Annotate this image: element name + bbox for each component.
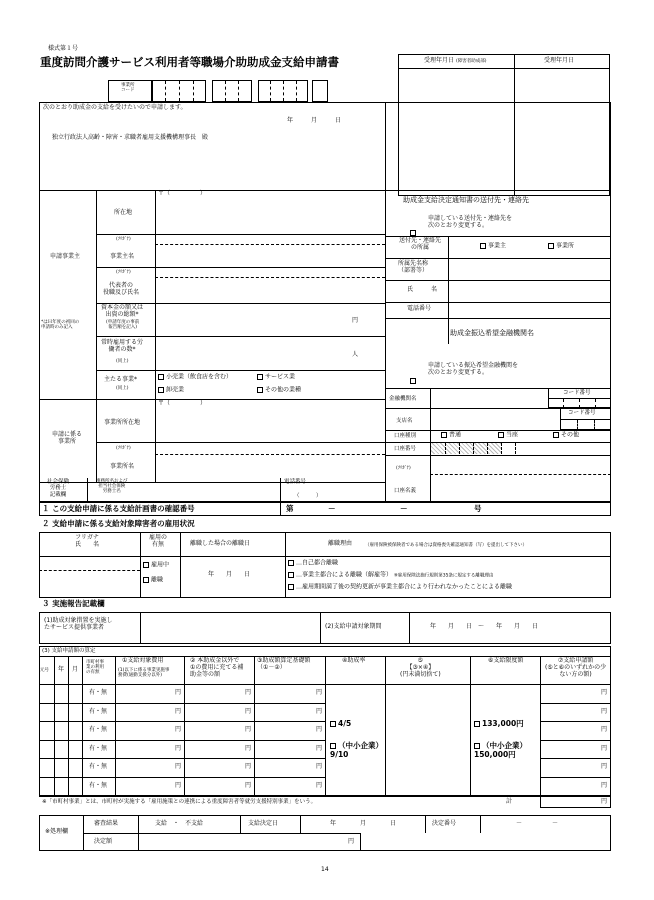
holder-label: 口座名義	[394, 488, 417, 494]
acct-type-label: 口座種別	[394, 433, 417, 439]
industry-wholesale[interactable]: 卸売業	[158, 387, 184, 394]
muni-usage[interactable]: 有・無	[89, 708, 108, 715]
request-date[interactable]: 年 月 日	[287, 117, 342, 124]
base-yen[interactable]: 円	[316, 708, 323, 715]
review-value[interactable]: 支給 ・ 不支給	[155, 820, 204, 827]
rep-label: 代表者の 役職及び氏名	[103, 282, 140, 296]
capital-note: (申請年度の事前 報告額を記入)	[106, 320, 140, 331]
notice-dest-label: 送付先・連絡先 の所属	[399, 237, 442, 251]
applicant-furigana-1: (ﾌﾘｶﾞﾅ)	[116, 237, 131, 242]
addressee: 独立行政法人高齢・障害・求職者雇用支援機構理事長 殿	[52, 134, 209, 141]
decision-no-label: 決定番号	[432, 820, 457, 827]
office-furigana: (ﾌﾘｶﾞﾅ)	[116, 446, 131, 451]
receipt-col2: 受理年月日	[544, 57, 575, 64]
total-yen[interactable]: 円	[601, 798, 608, 805]
period-value[interactable]: 年 月 日 ～ 年 月 日	[430, 623, 539, 630]
col-4: ④助成率	[342, 657, 366, 664]
decision-date-label: 支給決定日	[248, 820, 279, 827]
bank-check-text: 申請している振込希望金融機関を 次のとおり変更する。	[428, 362, 519, 376]
cost-yen[interactable]: 円	[175, 745, 182, 752]
office-postal[interactable]: 〒（ ）	[158, 400, 207, 407]
notice-phone-label: 電話番号	[407, 305, 432, 312]
decision-date-value[interactable]: 年 月 日	[330, 820, 397, 827]
sharoushi-phone[interactable]: （ ）	[294, 493, 322, 499]
office-group-label: 申請に係る 事業所	[52, 431, 83, 445]
bank-change-checkbox[interactable]	[410, 370, 418, 389]
sharoushi-label: 社会保険 労務士 記載欄	[47, 479, 70, 498]
acct-no-label: 口座番号	[394, 446, 417, 452]
claim-yen[interactable]: 円	[601, 782, 608, 789]
notice-check-text: 申請している送付先・連絡先を 次のとおり変更する。	[428, 215, 513, 229]
sec2-title: ２ 支給申請に係る支給対象障害者の雇用状況	[42, 519, 195, 528]
workers-unit: 人	[352, 351, 359, 358]
branch-code-label: コード番号	[568, 410, 596, 416]
industry-retail[interactable]: 小売業（飲食店を含む）	[158, 374, 232, 381]
notice-dept-label: 所属先名称 （部署等）	[398, 260, 429, 274]
sec1-title: １ この支給申請に係る支給計画書の確認番号	[42, 504, 195, 513]
sec2-col-employ: 雇用の 有無	[149, 534, 168, 548]
applicant-group-label: 申請事業主	[50, 253, 81, 260]
sec3-title: ３ 実施報告記載欄	[42, 599, 105, 608]
rate-standard[interactable]: 4/5	[330, 720, 351, 729]
sec1-suffix: 号	[474, 504, 482, 513]
holder-furigana: (ﾌﾘｶﾞﾅ)	[396, 466, 411, 471]
applicant-address-label: 所在地	[114, 209, 133, 216]
claim-yen[interactable]: 円	[601, 763, 608, 770]
subsidy-yen[interactable]: 円	[245, 745, 252, 752]
office-code-box-4[interactable]	[312, 80, 328, 102]
col-month: 月	[72, 666, 79, 673]
rate-sme[interactable]: （中小企業） 9/10	[330, 741, 383, 759]
cost-yen[interactable]: 円	[175, 782, 182, 789]
review-label: 審査結果	[94, 820, 119, 827]
muni-usage[interactable]: 有・無	[89, 745, 108, 752]
acct-type-other[interactable]: その他	[553, 432, 579, 439]
base-yen[interactable]: 円	[316, 763, 323, 770]
sharoushi-phone-label: 電話番号	[284, 479, 307, 485]
col-2: ② 本助成金以外で ①の費用に充てる補 助金等の額	[190, 657, 244, 678]
applicant-side-note: *はＨ年度の初回の 申請時のみ記入	[41, 320, 80, 331]
col-era: 元号	[40, 668, 49, 673]
sec1-dash2: －	[400, 504, 408, 513]
sec1-prefix: 第	[286, 504, 294, 513]
notice-opt-office[interactable]: 事業所	[548, 243, 574, 250]
base-yen[interactable]: 円	[316, 689, 323, 696]
subsidy-yen[interactable]: 円	[245, 726, 252, 733]
provider-label: (1)助成対象措置を実施し たサービス提供事業者	[44, 617, 113, 631]
limit-sme[interactable]: （中小企業） 150,000円	[474, 741, 527, 759]
office-address-label: 事業所所在地	[104, 419, 141, 426]
bank-name-label: 金融機関名	[389, 396, 417, 402]
col-1-note: (1)以下に係る事業実施事 務費(通勤支援分以外)	[118, 668, 170, 679]
workers-label: 常時雇用する労 働者の数*	[101, 339, 144, 353]
subsidy-yen[interactable]: 円	[245, 763, 252, 770]
capital-label: 資本金の額又は 出資の総額*	[101, 304, 144, 318]
claim-yen[interactable]: 円	[601, 745, 608, 752]
subsidy-yen[interactable]: 円	[245, 782, 252, 789]
limit-standard[interactable]: 133,000円	[474, 720, 524, 729]
subsidy-yen[interactable]: 円	[245, 689, 252, 696]
footnote: ※「市町村事業」とは、市町村が実施する「雇用施策との連携による重度障害者等就労支援特別事業」をいう。	[42, 799, 317, 805]
cost-yen[interactable]: 円	[175, 689, 182, 696]
period-label: (2)支給申請対象期間	[325, 623, 382, 630]
subsidy-yen[interactable]: 円	[245, 708, 252, 715]
bank-code-label: コード番号	[563, 390, 591, 396]
col-3: ③助成額算定基礎額 （①－②）	[257, 657, 311, 671]
receipt-col1: 受理年月日	[424, 57, 455, 64]
col-muni: 市町村事 業の利用 の有無	[86, 660, 104, 676]
notice-title: 助成金支給決定通知書の送付先・連絡先	[403, 196, 529, 204]
cost-yen[interactable]: 円	[175, 708, 182, 715]
office-name-label: 事業所名	[110, 463, 135, 470]
acct-type-ordinary[interactable]: 普通	[441, 432, 461, 439]
cost-yen[interactable]: 円	[175, 726, 182, 733]
base-yen[interactable]: 円	[316, 726, 323, 733]
receipt-col1-note: (障害者助成部)	[455, 59, 487, 64]
claim-yen[interactable]: 円	[601, 726, 608, 733]
base-yen[interactable]: 円	[316, 745, 323, 752]
base-yen[interactable]: 円	[316, 782, 323, 789]
branch-label: 支店名	[396, 418, 413, 424]
employer-name-label: 事業主名	[110, 253, 135, 260]
notice-name-label: 氏 名	[407, 286, 438, 293]
amount-unit[interactable]: 円	[348, 838, 355, 845]
claim-yen[interactable]: 円	[601, 689, 608, 696]
office-code-label: 事業所 コード	[121, 83, 135, 94]
industry-label: 主たる事業*	[104, 376, 138, 383]
bank-title: 助成金振込希望金融機関名	[450, 329, 534, 337]
office-code-box-2[interactable]	[212, 80, 252, 102]
amount-label: 決定額	[94, 838, 113, 845]
reason-dismissal[interactable]: …事業主都合による離職（解雇等） ※雇用保険法施行規則第35条に規定する離職理由	[288, 572, 493, 579]
workers-note: (同上)	[116, 359, 129, 364]
form-number: 様式第１号	[48, 45, 79, 52]
request-sentence: 次のとおり助成金の支給を受けたいので申請します。	[43, 104, 187, 111]
muni-usage[interactable]: 有・無	[89, 763, 108, 770]
industry-other[interactable]: その他の業種	[257, 387, 301, 394]
sec2-col-leave-date: 離職した場合の離職日	[190, 540, 251, 547]
muni-usage[interactable]: 有・無	[89, 726, 108, 733]
col-1: ①支給対象費用	[122, 657, 164, 664]
processing-label: ※処理欄	[45, 828, 69, 835]
form-title: 重度訪問介護サービス利用者等職場介助助成金支給申請書	[40, 55, 339, 69]
decision-no-value[interactable]: － －	[516, 820, 559, 827]
calc-label: (3) 支給申請額の算定	[42, 648, 96, 654]
sec2-reason-note: （雇用保険被保険者である場合は資格喪失確認通知書（写）を提出して下さい）	[365, 543, 527, 548]
total-label: 計	[506, 798, 513, 805]
sec2-col-reason: 離職理由	[328, 540, 353, 547]
employ-opt-left[interactable]: 離職	[143, 577, 163, 584]
col-7: ⑦支給申請額 (⑤と⑥のいずれかの少 ない方の額)	[545, 657, 607, 678]
applicant-furigana-2: (ﾌﾘｶﾞﾅ)	[116, 270, 131, 275]
employ-opt-current[interactable]: 雇用中	[143, 562, 169, 569]
applicant-postal[interactable]: 〒（ ）	[158, 190, 207, 197]
col-year: 年	[58, 666, 65, 673]
reason-contract[interactable]: …雇用期間満了後の契約更新が事業主都合により行われなかったことによる離職	[288, 584, 512, 591]
sharoushi-sub: 事務所名および 担当社会保険 労務士名	[96, 479, 128, 495]
col-5: ⑤ 【③×④】 (円未満切捨て)	[400, 657, 441, 678]
col-6: ⑥支給限度額	[488, 657, 524, 664]
industry-service[interactable]: サービス業	[257, 374, 295, 381]
cost-yen[interactable]: 円	[175, 763, 182, 770]
sec1-dash1: －	[328, 504, 336, 513]
claim-yen[interactable]: 円	[601, 708, 608, 715]
acct-type-current[interactable]: 当座	[498, 432, 518, 439]
industry-note: (同上)	[116, 386, 129, 391]
muni-usage[interactable]: 有・無	[89, 782, 108, 789]
muni-usage[interactable]: 有・無	[89, 689, 108, 696]
leave-date-value[interactable]: 年 月 日	[208, 571, 251, 578]
reason-self[interactable]: …自己都合離職	[288, 560, 338, 567]
sec2-col-name: フリガナ 氏 名	[75, 534, 100, 548]
notice-opt-employer[interactable]: 事業主	[480, 243, 506, 250]
page-number: 14	[321, 866, 329, 873]
capital-unit: 円	[352, 317, 359, 324]
